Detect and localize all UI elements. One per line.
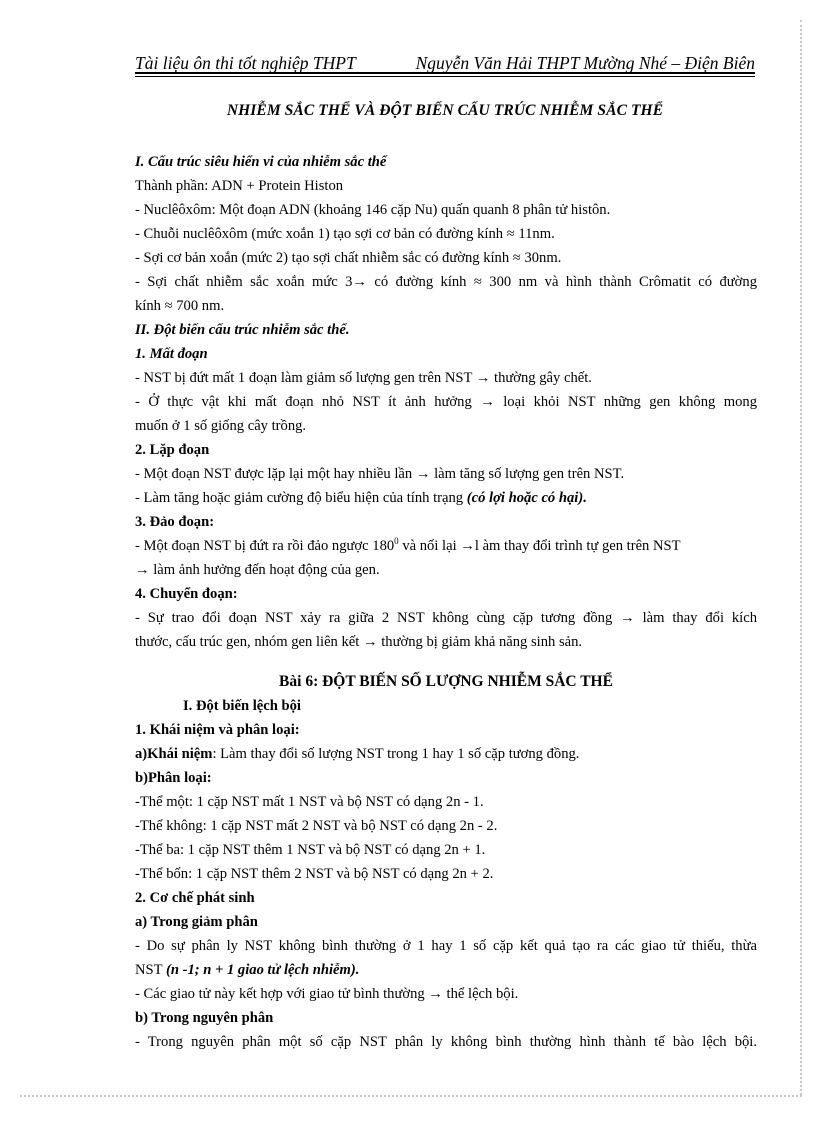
section-heading: I. Đột biến lệch bội: [183, 698, 301, 714]
paragraph-line: Thành phần: ADN + Protein Histon: [135, 178, 344, 194]
text-span: NST: [135, 962, 166, 978]
page-title: NHIỄM SẮC THỂ VÀ ĐỘT BIẾN CẤU TRÚC NHIỄM SẮC THỂ: [226, 102, 664, 119]
emphasis-note: (có lợi hoặc có hại).: [466, 490, 587, 506]
list-item: -Thể bốn: 1 cặp NST thêm 2 NST và bộ NST có dạng 2n + 2.: [135, 866, 494, 882]
header-right: Nguyễn Văn Hải THPT Mường Nhé – Điện Biên: [415, 53, 755, 73]
text-span: và nối lại →l àm thay đổi trình tự gen trên NST: [398, 538, 681, 554]
degree-superscript: 0: [394, 536, 399, 547]
paragraph-line: - Sợi cơ bản xoắn (mức 2) tạo sợi chất nhiễm sắc có đường kính ≈ 30nm.: [135, 250, 562, 266]
paragraph-line: → làm ảnh hưởng đến hoạt động của gen.: [135, 562, 380, 578]
subsection-heading: a) Trong giảm phân: [135, 914, 258, 930]
paragraph-line: - Các giao tử này kết hợp với giao tử bình thường → thể lệch bội.: [135, 986, 519, 1002]
text-span: - Một đoạn NST bị đứt ra rồi đảo ngược 180: [135, 538, 395, 554]
emphasis-note: (n -1; n + 1 giao tử lệch nhiễm).: [165, 962, 360, 978]
page-header: [135, 48, 755, 74]
subsection-heading: 3. Đảo đoạn:: [135, 514, 215, 530]
subsection-heading: 1. Khái niệm và phân loại:: [135, 722, 300, 738]
paragraph-line: [135, 742, 757, 766]
paragraph-line: - Một đoạn NST được lặp lại một hay nhiều lần → làm tăng số lượng gen trên NST.: [135, 466, 625, 482]
list-item: -Thể không: 1 cặp NST mất 2 NST và bộ NST có dạng 2n - 2.: [135, 818, 498, 834]
list-item: -Thể ba: 1 cặp NST thêm 1 NST và bộ NST có dạng 2n + 1.: [135, 842, 486, 858]
paragraph-line: muốn ở 1 số giống cây trồng.: [135, 418, 307, 434]
paragraph-line: [135, 958, 757, 982]
paragraph-line: [135, 486, 757, 510]
paragraph-line: [135, 534, 757, 558]
section-heading: I. Cấu trúc siêu hiển vi của nhiễm sắc thể: [135, 154, 387, 170]
header-rule-thin: [135, 76, 755, 77]
subsection-heading: b) Trong nguyên phân: [135, 1010, 274, 1026]
paragraph-line: thước, cấu trúc gen, nhóm gen liên kết → thường bị giảm khả năng sinh sản.: [135, 634, 583, 650]
paragraph-line: - Trong nguyên phân một số cặp NST phân ly không bình thường hình thành tế bào lệch bội.: [135, 1034, 757, 1050]
paragraph-line: - NST bị đứt mất 1 đoạn làm giảm số lượng gen trên NST → thường gây chết.: [135, 370, 592, 386]
text-span: - Làm tăng hoặc giảm cường độ biểu hiện của tính trạng: [135, 490, 467, 506]
paragraph-line: - Chuỗi nuclêôxôm (mức xoắn 1) tạo sợi cơ bản có đường kính ≈ 11nm.: [135, 226, 555, 242]
paragraph-line: - Do sự phân ly NST không bình thường ở 1 hay 1 số cặp kết quả tạo ra các giao tử thiếu, thừa: [135, 938, 757, 954]
subsection-heading: 2. Cơ chế phát sinh: [135, 890, 255, 906]
section-heading: II. Đột biến cấu trúc nhiễm sắc thể.: [135, 322, 350, 338]
lesson-title: Bài 6: ĐỘT BIẾN SỐ LƯỢNG NHIỄM SẮC THỂ: [279, 673, 613, 690]
subsection-heading: 1. Mất đoạn: [135, 346, 208, 362]
document-body: [135, 150, 757, 1054]
header-rule: [135, 72, 755, 74]
paragraph-line: - Nuclêôxôm: Một đoạn ADN (khoảng 146 cặp Nu) quấn quanh 8 phân tử histôn.: [135, 202, 611, 218]
list-item: -Thể một: 1 cặp NST mất 1 NST và bộ NST có dạng 2n - 1.: [135, 794, 484, 810]
text-span: : Làm thay đổi số lượng NST trong 1 hay 1 số cặp tương đồng.: [212, 746, 580, 762]
paragraph-line: - Sự trao đổi đoạn NST xảy ra giữa 2 NST không cùng cặp tương đồng → làm thay đổi kích: [135, 610, 757, 626]
subsection-heading: 4. Chuyển đoạn:: [135, 586, 238, 602]
header-left: Tài liệu ôn thi tốt nghiệp THPT: [135, 53, 356, 73]
subsection-heading: b)Phân loại:: [135, 770, 212, 786]
paragraph-line: - Ở thực vật khi mất đoạn nhỏ NST ít ảnh hưởng → loại khỏi NST những gen không mong: [135, 394, 757, 410]
page-border-right: [800, 20, 802, 1095]
subsection-heading: 2. Lặp đoạn: [135, 442, 210, 458]
paragraph-line: - Sợi chất nhiễm sắc xoắn mức 3→ có đường kính ≈ 300 nm và hình thành Crômatit có đường: [135, 274, 757, 290]
term-label: a)Khái niệm: [135, 746, 213, 762]
page-border-bottom: [20, 1095, 802, 1097]
paragraph-line: kính ≈ 700 nm.: [135, 298, 225, 314]
